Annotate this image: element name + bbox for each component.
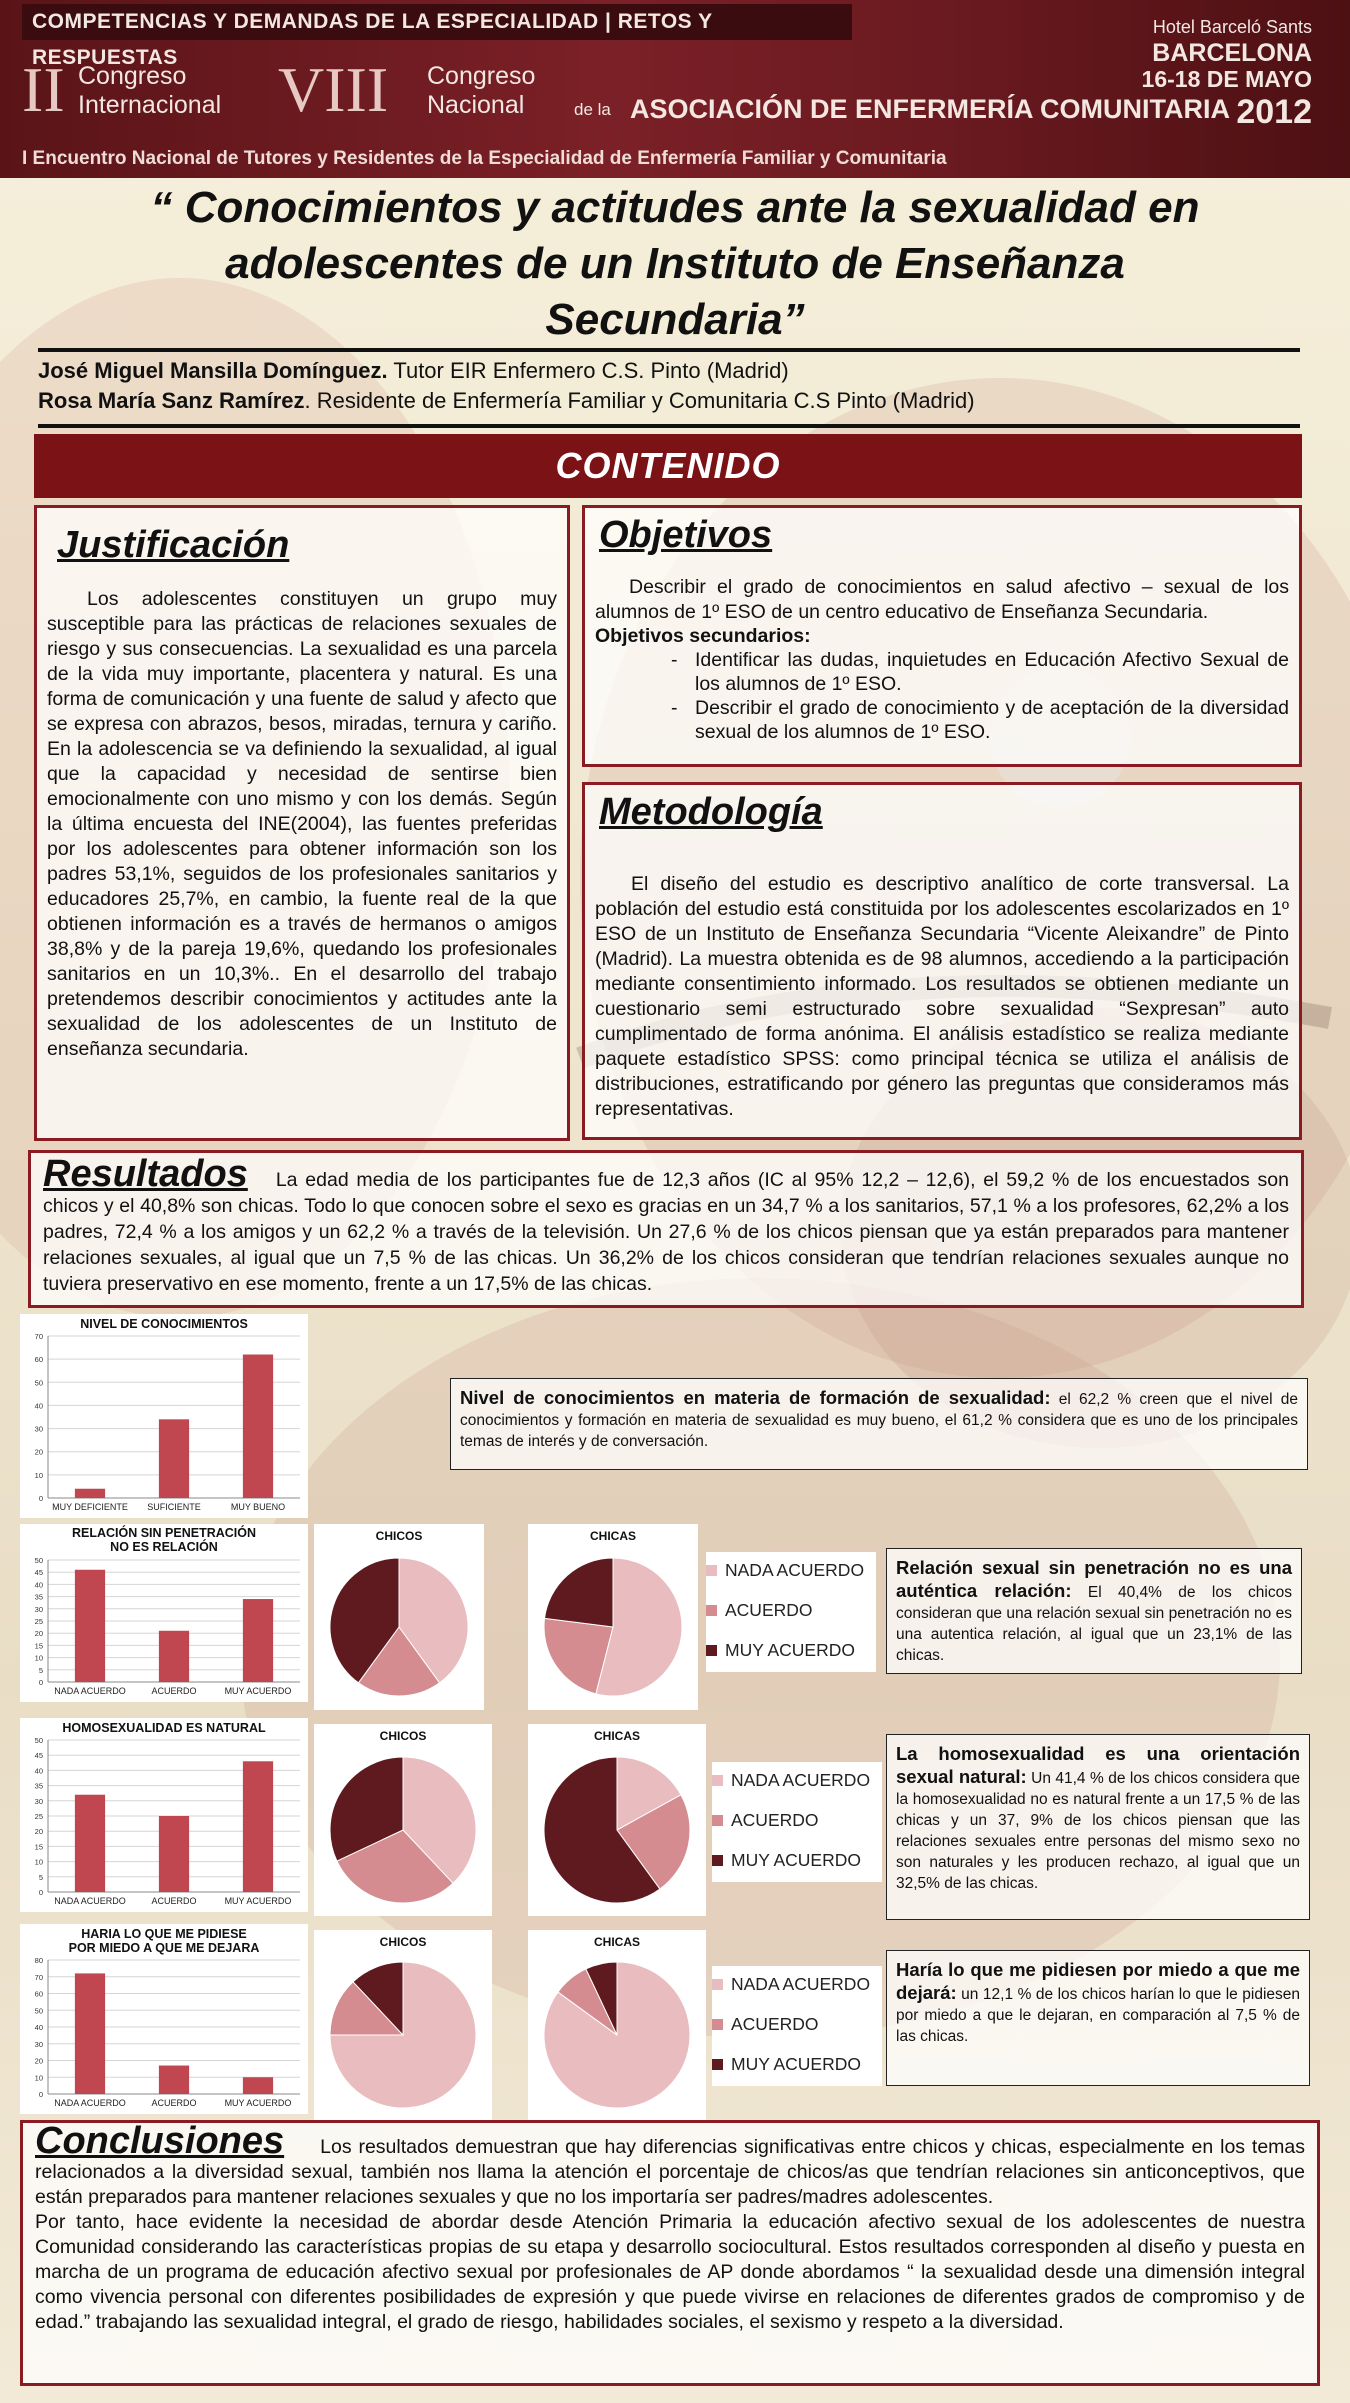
chart-title: [20, 1927, 308, 1955]
chart-title: [20, 1526, 308, 1554]
legend-label: NADA ACUERDO: [731, 1769, 871, 1790]
legend-entry: [712, 2014, 819, 2034]
legend-swatch: [712, 2059, 723, 2070]
y-tick-label: 35: [34, 1781, 43, 1791]
conclusiones-heading: Conclusiones: [35, 2120, 285, 2162]
x-tick-label: MUY ACUERDO: [224, 2098, 292, 2108]
conclusiones-text-2: Por tanto, hace evidente la necesidad de abordar desde Atención Primaria la educación afectivo sexual de los adolescentes de nuestra Comunidad considerando las características propias de su etapa y desarrollo sociocultural. Estos resultados corresponden al diseño y puesta en marcha de un programa de educación afectivo sexual por profesionales de AP donde abordamos “ la sexualidad desde una dimensión integral como vivencia personal con diferentes posibilidades de expresión y que puede vivirse en relaciones de diferentes grados de compromiso y de edad.” trabajando las sexualidad integral, el grado de riesgo, habilidades sociales, el sexismo y respeto a la diversidad.: [35, 2211, 1305, 2333]
legend-label: ACUERDO: [731, 2013, 819, 2034]
chart-title-line: NO ES RELACIÓN: [110, 1540, 218, 1554]
contenido-header: CONTENIDO: [34, 434, 1302, 498]
y-tick-label: 60: [34, 1989, 43, 1999]
author-1-name: José Miguel Mansilla Domínguez.: [38, 358, 388, 383]
legend-entry: [712, 1974, 870, 1994]
legend-label: NADA ACUERDO: [731, 1973, 871, 1994]
y-tick-label: 10: [34, 1653, 43, 1663]
miedo-text: un 12,1 % de los chicos harían lo que le pidiesen por miedo a que le dejaran, en comparación al 7,5 % de las chicas.: [896, 1986, 1300, 2045]
y-tick-label: 20: [34, 1629, 43, 1639]
y-tick-label: 35: [34, 1592, 43, 1602]
legend-relacion: [706, 1552, 876, 1672]
legend-entry: [712, 1770, 870, 1790]
legend-entry: [712, 2054, 861, 2074]
metodologia-text: El diseño del estudio es descriptivo analítico de corte transversal. La población del estudio está constituida por los adolescentes escolarizados en 1º ESO de un Instituto de Enseñanza Secundaria “Vicente Aleixandre” de Pinto (Madrid). La muestra obtenida es de 98 alumnos, accediendo a la participación mediante consentimiento informado. Los resultados se obtienen mediante un cuestionario semi estructurado sobre sexualidad “Sexpresan” auto cumplimentado de forma anónima. El análisis estadístico se realiza mediante paquete estadístico SPSS: como principal técnica se utiliza el análisis de distribuciones, estratificando por género las preguntas que consideramos más representativas.: [595, 873, 1289, 1120]
nivel-paragraph: [460, 1387, 1298, 1452]
legend-entry: [706, 1640, 855, 1660]
objetivos-section: [582, 505, 1302, 767]
y-tick-label: 80: [34, 1956, 43, 1965]
chart-title-line: POR MIEDO A QUE ME DEJARA: [68, 1941, 260, 1955]
y-tick-label: 50: [34, 1378, 43, 1388]
y-tick-label: 45: [34, 1751, 43, 1761]
legend-swatch: [712, 1775, 723, 1786]
legend-label: MUY ACUERDO: [731, 1849, 861, 1870]
y-tick-label: 20: [34, 1827, 43, 1837]
legend-homo: [712, 1762, 882, 1882]
pie-title: CHICOS: [379, 1729, 427, 1743]
homo-bold: La homosexualidad es una orientación sexual natural:: [896, 1743, 1300, 1787]
objetivos-item: - Identificar las dudas, inquietudes en Educación Afectivo Sexual de los alumnos de 1º ESO.: [683, 648, 1289, 696]
y-tick-label: 70: [34, 1332, 43, 1341]
x-tick-label: MUY ACUERDO: [224, 1896, 292, 1906]
pie-chart-relacion-chicos: [314, 1524, 484, 1710]
y-tick-label: 40: [34, 1580, 43, 1590]
title-line-2: adolescentes de un Instituto de Enseñanza: [225, 239, 1125, 288]
x-tick-label: ACUERDO: [151, 1896, 197, 1906]
bar-chart-relacion: [20, 1524, 308, 1702]
miedo-textbox: [886, 1950, 1310, 2086]
pie-title: CHICAS: [593, 1729, 640, 1743]
chart-title-line: HARIA LO QUE ME PIDIESE: [81, 1927, 247, 1941]
chart-title: HOMOSEXUALIDAD ES NATURAL: [62, 1721, 266, 1735]
y-tick-label: 15: [34, 1842, 43, 1852]
x-tick-label: NADA ACUERDO: [54, 1896, 126, 1906]
banner-association: ASOCIACIÓN DE ENFERMERÍA COMUNITARIA: [630, 94, 1230, 124]
title-line-1: “ Conocimientos y actitudes ante la sexualidad en: [150, 183, 1200, 232]
relacion-text: El 40,4% de los chicos consideran que una relación sexual sin penetración no es una autentica relación, al igual que un 23,1% de las chicas.: [896, 1584, 1292, 1664]
banner-congress-right-line2: Nacional: [427, 91, 525, 119]
bar: [243, 1599, 273, 1682]
y-tick-label: 25: [34, 1617, 43, 1626]
resultados-heading: Resultados: [43, 1153, 248, 1195]
legend-label: MUY ACUERDO: [731, 2053, 861, 2074]
y-tick-label: 0: [38, 1494, 43, 1503]
nivel-colon: :: [1044, 1387, 1051, 1408]
banner-hotel: Hotel Barceló Sants: [1152, 17, 1312, 37]
bar: [243, 1761, 273, 1892]
y-tick-label: 0: [38, 2090, 43, 2099]
pie-relacion-chicos-plot: [314, 1524, 484, 1710]
legend-entry: [706, 1600, 813, 1620]
nivel-bold: Nivel de conocimientos en materia de formación de sexualidad: [460, 1387, 1045, 1408]
bar: [75, 1973, 105, 2094]
legend-swatch: [712, 1815, 723, 1826]
bar: [159, 1419, 189, 1498]
conclusiones-body: [35, 2120, 1305, 2210]
bar-chart-miedo: [20, 1924, 308, 2114]
bar: [243, 1355, 273, 1498]
miedo-paragraph: [896, 1959, 1300, 2047]
y-tick-label: 40: [34, 2023, 43, 2032]
y-tick-label: 20: [34, 1447, 43, 1457]
banner-de-la: de la: [574, 100, 611, 119]
y-tick-label: 30: [34, 2039, 43, 2049]
banner-subline: I Encuentro Nacional de Tutores y Residentes de la Especialidad de Enfermería Familiar y Comunitaria: [22, 148, 947, 169]
legend-entry: [706, 1560, 864, 1580]
legend-swatch: [706, 1605, 717, 1616]
conclusiones-text: Los resultados demuestran que hay diferencias significativas entre chicos y chicas, especialmente en los temas relacionados a la diversidad sexual, también nos llama la atención el porcentaje de chicos/as que tendrían relaciones sin anticonceptivos, que están preparados para mantener relaciones sexuales y que no los importaría ser padres/madres adolescentes.: [35, 2136, 1305, 2208]
pie-chart-relacion-chicas: [528, 1524, 698, 1710]
chart-title-line: RELACIÓN SIN PENETRACIÓN: [71, 1526, 257, 1540]
pie-slice: [545, 1558, 613, 1627]
y-tick-label: 45: [34, 1568, 43, 1578]
bar-chart-homo-plot: [20, 1718, 308, 1912]
justificacion-heading: Justificación: [57, 524, 290, 566]
legend-label: ACUERDO: [731, 1809, 819, 1830]
metodologia-heading: Metodología: [599, 791, 823, 833]
y-tick-label: 15: [34, 1641, 43, 1651]
pie-title: CHICAS: [589, 1529, 636, 1543]
pie-relacion-chicas-plot: [528, 1524, 698, 1710]
authors-block: [38, 356, 975, 416]
y-tick-label: 5: [38, 1665, 43, 1675]
y-tick-label: 10: [34, 2073, 43, 2083]
legend-swatch: [712, 1855, 723, 1866]
poster-title: [40, 180, 1310, 348]
y-tick-label: 50: [34, 1736, 43, 1745]
conclusiones-section: [20, 2120, 1320, 2386]
x-tick-label: MUY DEFICIENTE: [52, 1502, 128, 1512]
author-2-role: . Residente de Enfermería Familiar y Comunitaria C.S Pinto (Madrid): [304, 388, 975, 413]
banner-congress-left-line2: Internacional: [78, 91, 222, 119]
pie-chart-homo-chicas: [528, 1724, 706, 1916]
legend-swatch: [712, 2019, 723, 2030]
pie-chart-miedo-chicas: [528, 1930, 706, 2120]
legend-swatch: [706, 1565, 717, 1576]
homo-text: Un 41,4 % de los chicos considera que la homosexualidad no es natural frente a un 17,5 % de las chicas y un 37, 9% de los chicos piensan que las relaciones sexuales entre personas del mismo sexo no son naturales y les producen rechazo, al igual que un 32,5% de las chicas.: [896, 1770, 1300, 1892]
bar: [243, 2077, 273, 2094]
objetivos-list: [595, 648, 1289, 744]
y-tick-label: 40: [34, 1401, 43, 1411]
y-tick-label: 40: [34, 1766, 43, 1776]
banner-congress-right: [427, 62, 535, 120]
bar-chart-homo: [20, 1718, 308, 1912]
homo-textbox: [886, 1734, 1310, 1920]
banner-city: BARCELONA: [1152, 39, 1312, 67]
banner-congress-right-line1: Congreso: [427, 62, 536, 90]
title-line-3: Secundaria”: [545, 295, 805, 344]
y-tick-label: 70: [34, 1972, 43, 1982]
x-tick-label: MUY BUENO: [230, 1502, 286, 1512]
bar: [75, 1489, 105, 1498]
pie-homo-chicos-plot: [314, 1724, 492, 1916]
bar: [159, 2066, 189, 2094]
resultados-text: La edad media de los participantes fue de 12,3 años (IC al 95% 12,2 – 12,6), el 59,2 % de los encuestados son chicos y el 40,8% son chicas. Todo lo que conocen sobre el sexo es gracias en un 34,7 % a los sanitarios, 57,1 % a los profesores, 62,2% a los padres, 72,4 % a los amigos y un 62,2 % a través de la televisión. Un 27,6 % de los chicos piensan que ya están preparados para mantener relaciones sexuales, al igual que un 7,5 % de las chicas. Un 36,2% de los chicos consideran que tendrían relaciones sexuales aunque no tuviera preservativo en ese momento, frente a un 17,5% de las chicas.: [43, 1169, 1289, 1295]
resultados-section: [28, 1150, 1304, 1308]
author-2-name: Rosa María Sanz Ramírez: [38, 388, 305, 413]
bar-chart-nivel-plot: [20, 1314, 308, 1518]
y-tick-label: 50: [34, 1556, 43, 1565]
congress-banner: [0, 0, 1350, 178]
pie-chart-homo-chicos: [314, 1724, 492, 1916]
banner-top-strip: COMPETENCIAS Y DEMANDAS DE LA ESPECIALIDAD | RETOS Y RESPUESTAS: [22, 4, 852, 40]
y-tick-label: 10: [34, 1857, 43, 1867]
author-2: [38, 386, 975, 416]
objetivos-text: Describir el grado de conocimientos en salud afectivo – sexual de los alumnos de 1º ESO de un centro educativo de Enseñanza Secundaria.: [595, 576, 1289, 623]
objetivos-heading: Objetivos: [599, 514, 773, 556]
y-tick-label: 0: [38, 1888, 43, 1897]
pie-homo-chicas-plot: [528, 1724, 706, 1916]
banner-roman-left: II: [22, 54, 65, 125]
homo-paragraph: [896, 1743, 1300, 1894]
y-tick-label: 30: [34, 1424, 43, 1434]
x-tick-label: NADA ACUERDO: [54, 2098, 126, 2108]
pie-miedo-chicas-plot: [528, 1930, 706, 2120]
y-tick-label: 20: [34, 2056, 43, 2066]
banner-dates: 16-18 DE MAYO: [1141, 66, 1312, 92]
legend-miedo: [712, 1966, 882, 2086]
x-tick-label: ACUERDO: [151, 2098, 197, 2108]
legend-label: NADA ACUERDO: [725, 1559, 865, 1580]
x-tick-label: ACUERDO: [151, 1686, 197, 1696]
legend-swatch: [706, 1645, 717, 1656]
author-1-role: Tutor EIR Enfermero C.S. Pinto (Madrid): [387, 358, 789, 383]
y-tick-label: 60: [34, 1355, 43, 1365]
pie-miedo-chicos-plot: [314, 1930, 492, 2120]
banner-congress-left: [78, 62, 221, 120]
banner-venue: [1142, 14, 1312, 132]
resultados-body: [43, 1153, 1289, 1297]
pie-title: CHICOS: [375, 1529, 423, 1543]
nivel-text: el 62,2 % creen que el nivel de conocimientos y formación en materia de sexualidad es muy bueno, el 61,2 % considera que es uno de los principales temas de interés y de conversación.: [460, 1391, 1298, 1450]
y-tick-label: 5: [38, 1872, 43, 1882]
objetivos-secondary-label: Objetivos secundarios:: [595, 625, 811, 647]
title-divider: [38, 348, 1300, 352]
y-tick-label: 0: [38, 1678, 43, 1687]
x-tick-label: NADA ACUERDO: [54, 1686, 126, 1696]
x-tick-label: MUY ACUERDO: [224, 1686, 292, 1696]
y-tick-label: 50: [34, 2006, 43, 2016]
pie-title: CHICOS: [379, 1935, 427, 1949]
bar: [75, 1570, 105, 1682]
banner-congress-left-line1: Congreso: [78, 62, 187, 90]
objetivos-item: - Describir el grado de conocimiento y de aceptación de la diversidad sexual de los alumnos de 1º ESO.: [683, 696, 1289, 744]
pie-chart-miedo-chicos: [314, 1930, 492, 2120]
relacion-bold: Relación sexual sin penetración no es una auténtica relación:: [896, 1557, 1292, 1601]
relacion-paragraph: [896, 1557, 1292, 1666]
justificacion-section: [34, 505, 570, 1141]
banner-roman-right: VIII: [278, 54, 389, 125]
pie-title: CHICAS: [593, 1935, 640, 1949]
bar: [159, 1631, 189, 1682]
banner-year: 2012: [1236, 93, 1312, 131]
authors-divider: [38, 424, 1300, 428]
justificacion-text: Los adolescentes constituyen un grupo muy susceptible para las prácticas de relaciones sexuales de riesgo y sus consecuencias. La sexualidad es una parcela de la vida muy importante, placentera y natural. Es una forma de comunicación y una fuente de salud y afecto que se expresa con abrazos, besos, miradas, ternura y cariño. En la adolescencia se va definiendo la sexualidad, al igual que la capacidad y necesidad de sentirse bien emocionalmente con uno mismo y con los demás. Según la última encuesta del INE(2004), las fuentes preferidas por los adolescentes para obtener información son los padres 53,1%, seguidos de los profesionales sanitarios y educadores 25,7%, en cambio, la fuente real de la que obtienen información es a través de hermanos o amigos 38,8% y de la pareja 19,6%, quedando los profesionales sanitarios en un 10,3%.. En el desarrollo del trabajo pretendemos describir conocimientos y actitudes ante la sexualidad de los adolescentes de un Instituto de enseñanza secundaria.: [47, 588, 557, 1060]
bar: [159, 1816, 189, 1892]
bar-chart-nivel: [20, 1314, 308, 1518]
chart-title: NIVEL DE CONOCIMIENTOS: [80, 1317, 248, 1331]
legend-label: ACUERDO: [725, 1599, 813, 1620]
author-1: [38, 356, 975, 386]
miedo-bold: Haría lo que me pidiesen por miedo a que me dejará:: [896, 1959, 1300, 2003]
y-tick-label: 25: [34, 1812, 43, 1821]
bar: [75, 1795, 105, 1892]
metodologia-section: [582, 782, 1302, 1140]
y-tick-label: 10: [34, 1470, 43, 1480]
nivel-textbox: [450, 1378, 1308, 1470]
y-tick-label: 30: [34, 1604, 43, 1614]
relacion-textbox: [886, 1548, 1302, 1674]
legend-entry: [712, 1850, 861, 1870]
y-tick-label: 30: [34, 1796, 43, 1806]
legend-swatch: [712, 1979, 723, 1990]
legend-label: MUY ACUERDO: [725, 1639, 855, 1660]
legend-entry: [712, 1810, 819, 1830]
x-tick-label: SUFICIENTE: [147, 1502, 201, 1512]
